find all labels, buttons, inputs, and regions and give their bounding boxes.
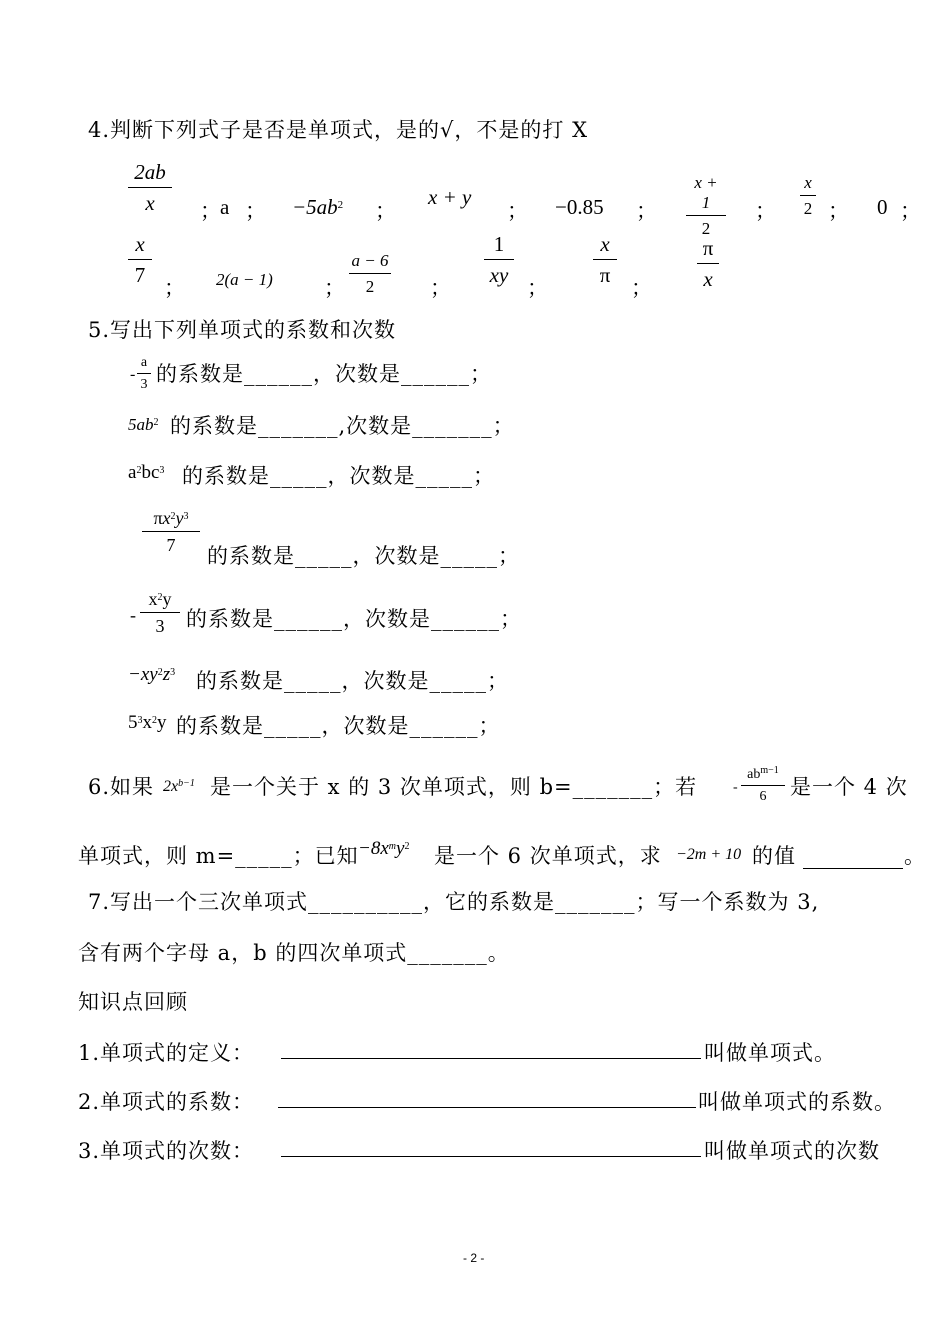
q4-expr-5ab2: $-5ab^2$ [292, 195, 344, 219]
q5-row7-text: 的系数是_____，次数是______； [176, 714, 501, 738]
q4-expr-a-minus-6-over-2: $\frac{a - 6}{2}$ [349, 251, 391, 297]
review-item3-tail: 叫做单项式的次数 [704, 1139, 880, 1163]
q5-row2-text: 的系数是_______,次数是_______； [170, 414, 515, 438]
q5-row1-fraction: $\frac{a}{3}$ [137, 355, 151, 393]
q4-expr-x-over-2: $\frac{x}{2}$ [800, 173, 816, 219]
page-number: - 2 - [463, 1251, 485, 1265]
q4-expr-1-over-xy: $\frac{1}{xy}$ [484, 232, 514, 288]
q6-line2-b: 是一个 6 次单项式，求 [434, 844, 662, 868]
q4-sep: ； [828, 199, 849, 223]
q4-expr-x-over-7: $\frac{x}{7}$ [128, 232, 152, 288]
review-heading: 知识点回顾 [78, 990, 188, 1014]
q6-expr-neg2m-plus-10: −2m + 10 [676, 846, 742, 863]
review-item1-label: 1.单项式的定义： [78, 1041, 255, 1065]
q6-line1-b: 是一个关于 x 的 3 次单项式，则 b=_______；若 [210, 775, 698, 799]
q5-row5-fraction: $\frac{x^2y}{3}$ [140, 589, 180, 637]
q6-answer-blank[interactable] [803, 868, 903, 869]
q5-row5-minus: - [130, 605, 136, 625]
q5-row4-fraction: $\frac{\pi x^2y^3}{7}$ [142, 508, 200, 556]
q6-line2-c: 的值 [752, 844, 796, 868]
q4-sep: ； [631, 276, 652, 300]
review-item3-blank[interactable] [281, 1156, 701, 1157]
q6-frac-minus: - [733, 780, 738, 795]
q4-expr-xplus1-over-2: $\frac{x + 1}{2}$ [686, 173, 726, 239]
q4-expr-2-a-minus-1: 2(a − 1) [216, 270, 273, 289]
review-item2-blank[interactable] [278, 1107, 696, 1108]
q5-row1-minus: - [130, 366, 136, 383]
q5-row1-text: 的系数是______，次数是______； [156, 362, 492, 386]
q4-sep: ； [636, 199, 657, 223]
q5-row6-text: 的系数是_____，次数是_____； [196, 669, 509, 693]
q5-row3-expr: $a^2bc^3$ [128, 462, 165, 483]
q5-row6-expr: $-xy^2z^3$ [128, 664, 176, 685]
q4-sep: ； [164, 276, 185, 300]
q6-line2-a: 单项式，则 m=_____；已知 [78, 844, 359, 868]
q4-expr-neg-085: −0.85 [555, 195, 604, 219]
q4-sep: ； [507, 199, 528, 223]
review-item1-tail: 叫做单项式。 [704, 1041, 836, 1065]
q5-row5-text: 的系数是______，次数是______； [186, 607, 522, 631]
review-item2-tail: 叫做单项式的系数。 [698, 1090, 896, 1114]
q5-row7-expr: $5^3x^2y$ [128, 712, 167, 733]
q7-line2: 含有两个字母 a，b 的四次单项式_______。 [78, 941, 510, 965]
q4-expr-pi-over-x: $\frac{\pi}{x}$ [697, 236, 719, 292]
q5-row2-expr: $5ab^2$ [128, 415, 159, 434]
q4-sep: ； [324, 276, 345, 300]
review-item1-blank[interactable] [281, 1058, 701, 1059]
q4-title: 4.判断下列式子是否是单项式，是的√，不是的打 X [88, 118, 589, 142]
q4-expr-x-plus-y: x + y [428, 185, 472, 209]
q5-row3-text: 的系数是_____，次数是_____； [182, 464, 495, 488]
q4-sep: ； [245, 199, 266, 223]
q4-expr-x-over-pi: $\frac{x}{\pi}$ [593, 232, 617, 288]
q6-expr-2x-b-1: $2x^{b-1}$ [163, 778, 195, 795]
q6-line2-end: 。 [904, 844, 926, 868]
q4-sep: ； [430, 276, 451, 300]
q7-line1: 7.写出一个三次单项式__________，它的系数是_______；写一个系数为 3, [88, 890, 820, 914]
q6-line1-c: 是一个 4 次 [790, 775, 908, 799]
q6-expr-neg8xmy2: $-8x^my^2$ [358, 838, 410, 859]
review-item3-label: 3.单项式的次数： [78, 1139, 255, 1163]
q4-sep: ； [527, 276, 548, 300]
q4-expr-0: 0 [877, 195, 888, 219]
q5-title: 5.写出下列单项式的系数和次数 [88, 318, 397, 342]
q4-expr-a: a [220, 195, 230, 219]
q5-row4-text: 的系数是_____，次数是_____； [207, 544, 520, 568]
q6-line1-a: 6.如果 [88, 775, 155, 799]
review-item2-label: 2.单项式的系数： [78, 1090, 255, 1114]
q4-sep: ； [755, 199, 776, 223]
q4-expr-2ab-over-x: $\frac{2ab}{x}$ [128, 160, 172, 216]
q4-sep: ； [900, 199, 921, 223]
q4-sep: ； [200, 199, 221, 223]
q4-sep: ； [375, 199, 396, 223]
q6-frac-ab-m-1-over-6: $ab^{m-1}$ 6 [741, 765, 785, 805]
